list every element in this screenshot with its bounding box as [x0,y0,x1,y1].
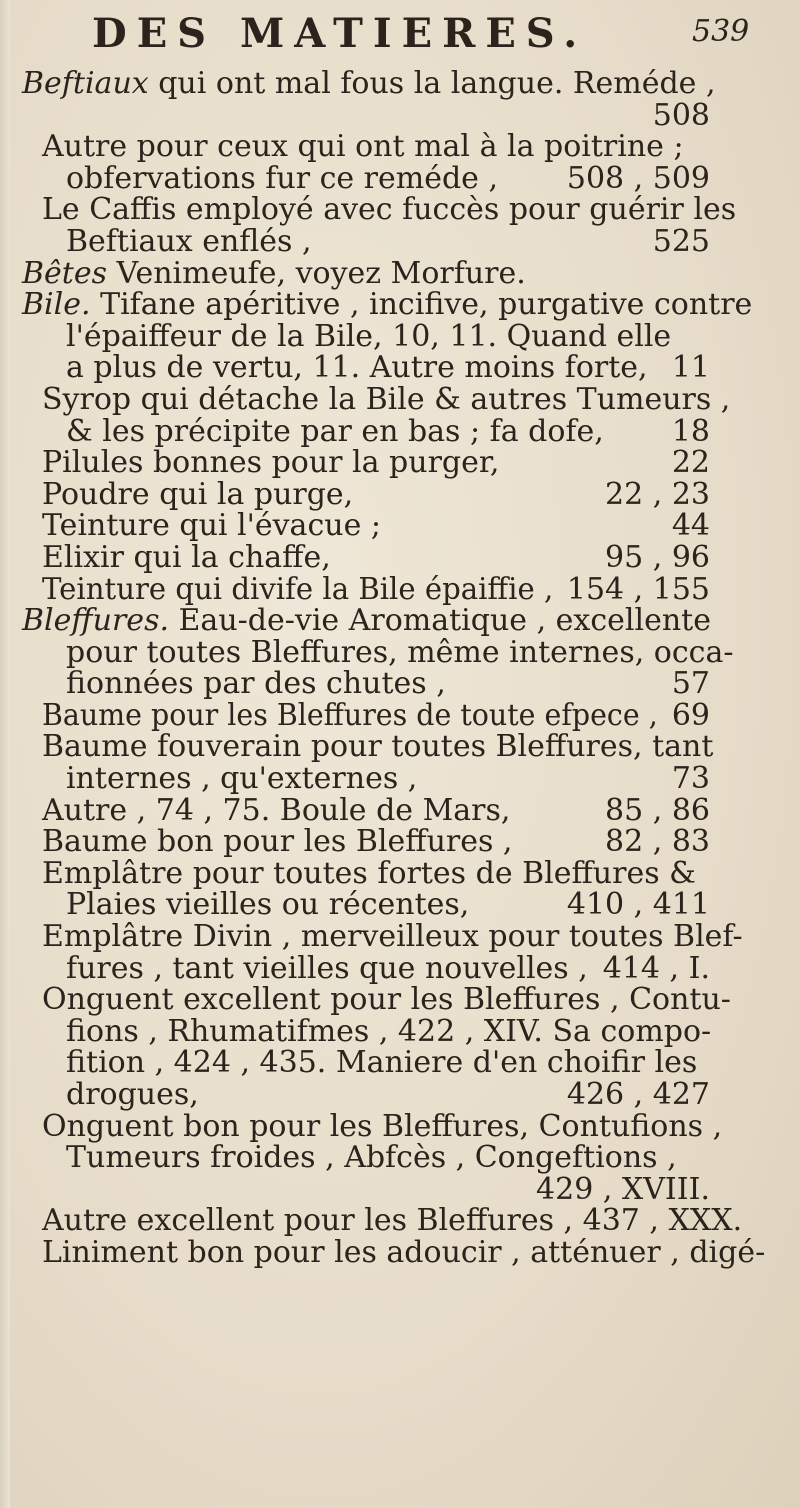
index-line-text [42,476,354,512]
index-entry-text: l'épaiffeur de la Bile, 10, 11. Quand elle [66,318,672,354]
index-line [0,510,800,542]
index-entry-text: pour toutes Bleffures, même internes, occa- [66,634,734,670]
page-reference: 525 [652,223,710,259]
index-entry-text: fionnées par des chutes , [66,666,446,702]
index-line-text [42,381,731,417]
index-line [0,984,800,1016]
index-line [0,352,800,384]
index-line-text [22,255,526,291]
index-entry-text: Liniment bon pour les adoucir , atténuer , digé- [42,1234,766,1270]
page-reference: 508 [652,97,710,133]
index-line-text [66,1142,677,1174]
index-line [0,1234,800,1270]
index-keyword: Bleffures. [22,603,169,639]
index-line-text [66,634,734,670]
index-entry-text: Beftiaux enflés , [66,223,312,259]
index-line [0,289,800,321]
index-entry-text: Baume bon pour les Bleffures , [42,824,513,860]
index-line-text [42,731,713,763]
index-line-text [22,68,715,100]
index-keyword: Bêtes [22,255,108,291]
index-line [0,1013,800,1049]
index-line [0,68,800,100]
index-line [0,476,800,512]
page-reference: 85 , 86 [605,792,710,828]
index-entry-text: drogues, [66,1077,199,1112]
page-reference: 410 , 411 [566,887,710,923]
index-entry-text: a plus de vertu, 11. Autre moins forte, [66,350,648,386]
index-line-text [66,1047,697,1079]
index-line-text [42,826,512,858]
running-title: DES MATIERES. [92,10,588,57]
index-line-text [42,697,658,733]
index-line [0,950,800,986]
index-line-text [66,1079,199,1111]
index-entry-text: Tumeurs froides , Abfcès , Congeftions , [66,1140,677,1176]
index-entry-text: Baume pour les Bleffures de toute efpece , [42,697,658,733]
index-line-text [66,223,312,259]
index-line [0,1142,800,1174]
index-entry-text: Pilules bonnes pour la purger, [42,445,500,481]
index-line [0,381,800,417]
index-line-text [42,571,554,607]
index-line [0,763,800,795]
index-line-text [42,447,499,479]
index-line-text [42,984,731,1016]
index-entry-text: Autre pour ceux qui ont mal à la poitrine ; [42,129,684,165]
index-line [0,889,800,921]
page-reference: 426 , 427 [566,1077,710,1112]
page-reference: 429 , XVIII. [536,1171,710,1207]
index-line-text [42,792,511,828]
index-line [0,1079,800,1111]
page-reference: 508 , 509 [566,160,710,196]
index-line-text [66,763,417,795]
index-line-text [42,131,684,163]
index-line [0,855,800,891]
page-reference: 73 [671,761,710,797]
index-line [0,826,800,858]
index-line [0,921,800,953]
index-entry-text: Poudre qui la purge, [42,476,354,512]
index-entry-text: & les précipite par en bas ; fa dofe, [66,413,604,449]
index-entry-text: Tifane apéritive , incifive, purgative contre [90,287,753,323]
index-line-text [42,1205,742,1237]
index-line [0,792,800,828]
index-entry-text: Venimeufe, voyez Morfure. [107,255,526,291]
index-line [0,97,800,133]
index-line [0,160,800,196]
index-line [0,605,800,637]
index-entry-text: Teinture qui l'évacue ; [42,508,381,544]
index-line-text [42,921,743,953]
index-entry-text: Teinture qui divife la Bile épaiffie , [42,571,554,607]
index-entry-text: Le Caffis employé avec fuccès pour guérir les [42,192,737,228]
index-line-text [66,352,648,384]
index-entry-text: Autre excellent pour les Bleffures , 437 , XXX. [42,1203,743,1239]
index-line [0,255,800,291]
page-reference: 95 , 96 [605,539,710,575]
index-entry-text: fition , 424 , 435. Maniere d'en choifir les [66,1045,698,1081]
index-keyword: Bile. [22,287,91,323]
index-line-text [66,1013,712,1049]
index-line [0,1205,800,1237]
page-reference: 18 [671,413,710,449]
index-line [0,571,800,607]
index-entry-text: qui ont mal fous la langue. Reméde , [148,66,716,101]
index-entry-text: Autre , 74 , 75. Boule de Mars, [42,792,511,828]
index-line [0,318,800,354]
index-entry-text: Emplâtre pour toutes fortes de Bleffures & [42,855,696,891]
page-number: 539 [692,14,750,49]
index-line [0,668,800,700]
index-entry-text: Emplâtre Divin , merveilleux pour toutes Blef- [42,919,743,955]
index-line-text [42,1108,723,1144]
index-entry-text: fions , Rhumatifmes , 422 , XIV. Sa compo- [66,1013,712,1049]
page-reference: 69 [671,697,710,733]
index-line [0,194,800,226]
page-reference: 82 , 83 [605,824,710,860]
page-reference: 22 , 23 [605,476,710,512]
index-line-text [66,318,672,354]
index-entry-text: fures , tant vieilles que nouvelles , [66,950,588,986]
index-line [0,223,800,259]
index-line [0,413,800,449]
page-reference: 11 [671,350,710,386]
index-line [0,131,800,163]
index-line-text [42,194,736,226]
index-line-text [66,413,604,449]
index-line [0,539,800,575]
index-line-text [66,160,498,196]
index-line-text [22,289,752,321]
index-entry-text: internes , qu'externes , [66,761,418,797]
page-reference: 57 [671,666,710,702]
index-line [0,731,800,763]
index-line-text [66,889,469,921]
index-line [0,447,800,479]
index-entry-text: Baume fouverain pour toutes Bleffures, tant [42,729,714,765]
index-entry-text: Syrop qui détache la Bile & autres Tumeurs , [42,381,731,417]
index-line [0,1047,800,1079]
index-keyword: Beftiaux [22,66,149,101]
index-line-text [66,668,446,700]
page-reference: 22 [671,445,710,481]
index-line [0,697,800,733]
index-entry-text: Elixir qui la chaffe, [42,539,331,575]
index-line [0,634,800,670]
index-entry-text: obfervations fur ce reméde , [66,160,498,196]
index-line-text [42,510,381,542]
index-line-text [42,1234,766,1270]
page-reference: 44 [671,508,710,544]
index-line-text [42,539,331,575]
index-line-text [42,855,696,891]
index-entry-text: Onguent excellent pour les Bleffures , Contu- [42,982,731,1018]
index-line [0,1108,800,1144]
index-entry-text: Plaies vieilles ou récentes, [66,887,470,923]
page-header [0,8,800,62]
index-line-text [22,605,711,637]
index-entries [0,68,800,1269]
index-entry-text: Onguent bon pour les Bleffures, Contufions , [42,1108,723,1144]
index-line-text [66,950,588,986]
index-entry-text: Eau-de-vie Aromatique , excellente [169,603,711,639]
page-reference: 154 , 155 [566,571,710,607]
index-line [0,1171,800,1207]
page-reference: 414 , I. [602,950,710,986]
